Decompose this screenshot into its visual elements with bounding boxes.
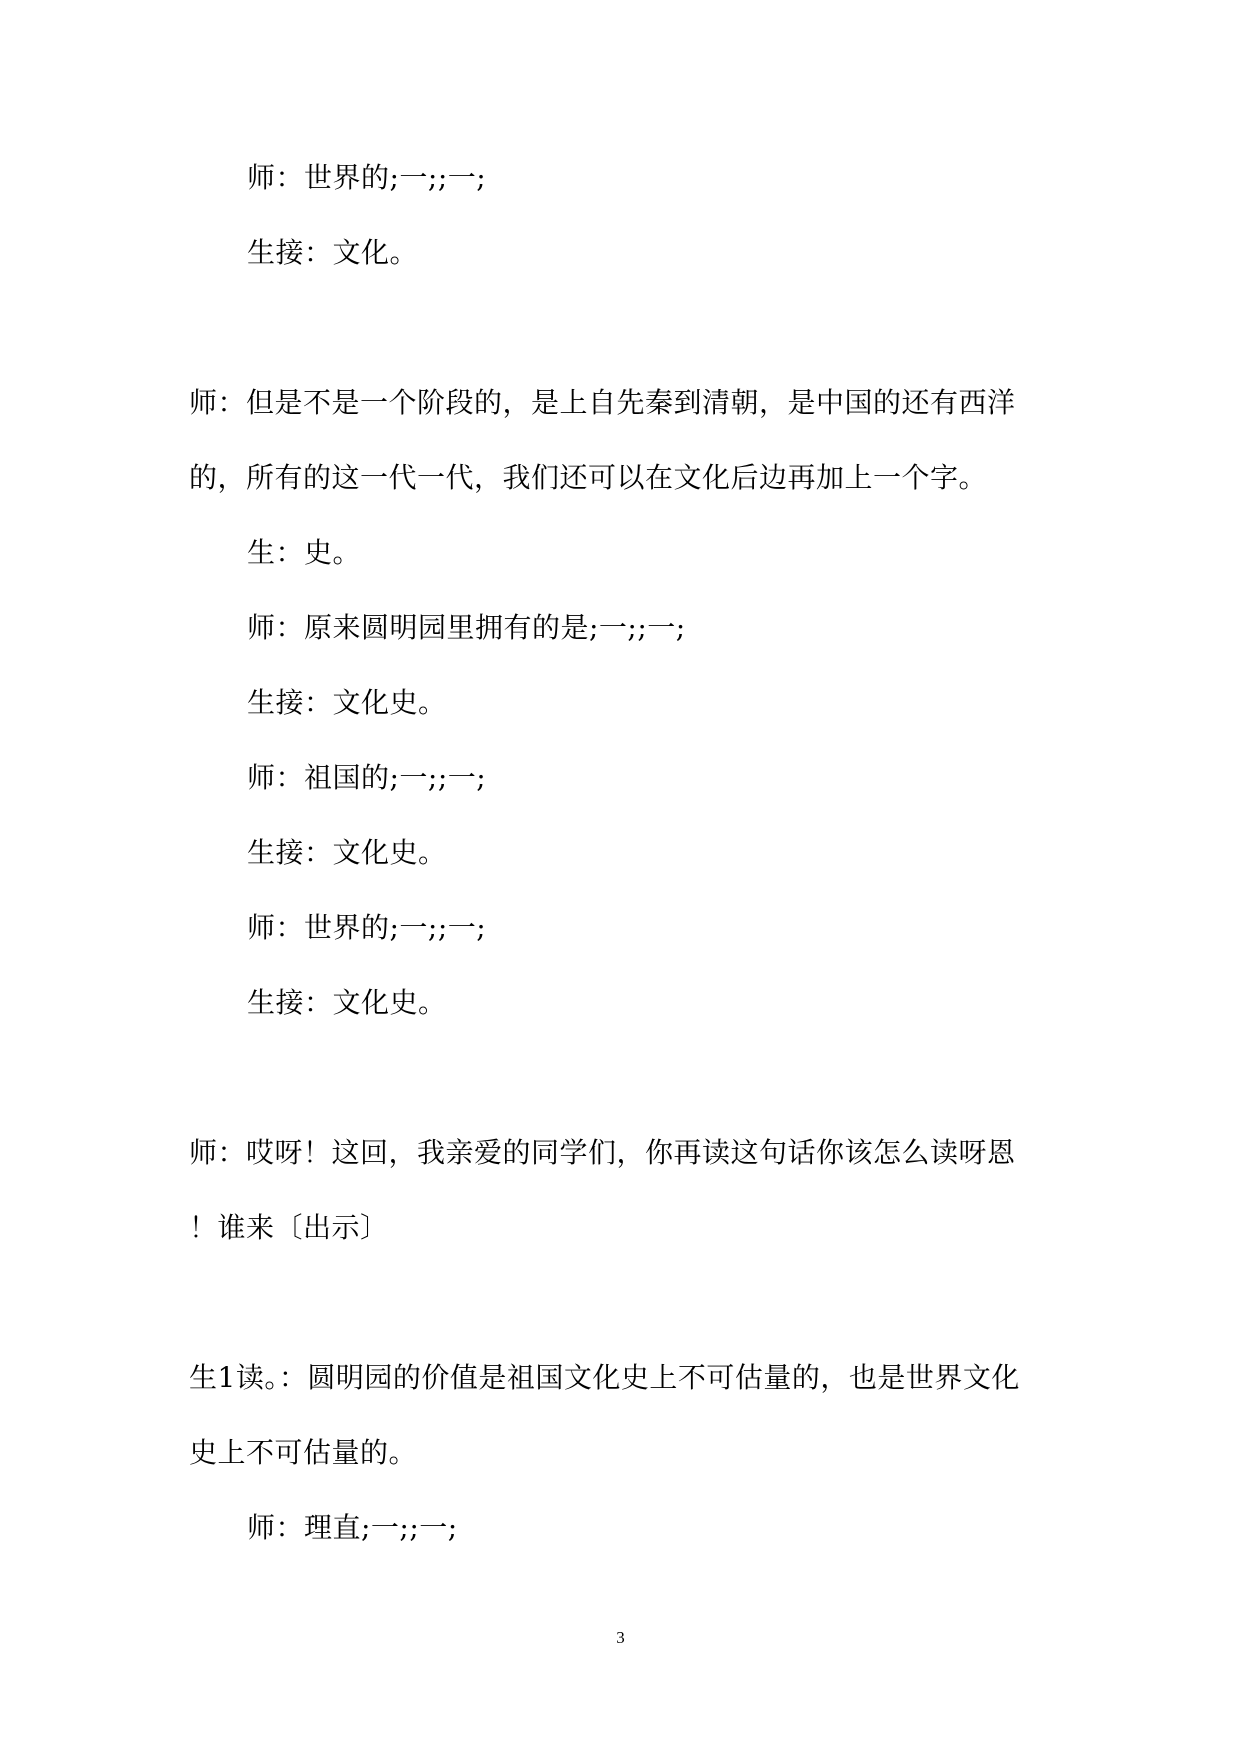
dialogue-line: 师：世界的;一;;一; bbox=[247, 161, 487, 194]
paragraph-line: 师：哎呀！这回，我亲爱的同学们，你再读这句话你该怎么读呀恩 bbox=[189, 1136, 1016, 1169]
paragraph-line: 的，所有的这一代一代，我们还可以在文化后边再加上一个字。 bbox=[189, 461, 988, 494]
dialogue-line: 生接：文化。 bbox=[247, 236, 419, 269]
dialogue-line: 师：祖国的;一;;一; bbox=[247, 761, 487, 794]
paragraph-line: 师：但是不是一个阶段的，是上自先秦到清朝，是中国的还有西洋 bbox=[189, 386, 1016, 419]
paragraph-line: 生1读。：圆明园的价值是祖国文化史上不可估量的，也是世界文化 bbox=[189, 1361, 1020, 1394]
paragraph-line: ！谁来〔出示〕 bbox=[189, 1211, 389, 1244]
dialogue-line: 师：理直;一;;一; bbox=[247, 1511, 458, 1544]
paragraph-line: 史上不可估量的。 bbox=[189, 1436, 418, 1469]
dialogue-line: 生接：文化史。 bbox=[247, 986, 447, 1019]
dialogue-line: 生接：文化史。 bbox=[247, 686, 447, 719]
dialogue-line: 师：原来圆明园里拥有的是;一;;一; bbox=[247, 611, 686, 644]
page-number: 3 bbox=[616, 1628, 625, 1647]
dialogue-line: 生接：文化史。 bbox=[247, 836, 447, 869]
dialogue-line: 师：世界的;一;;一; bbox=[247, 911, 487, 944]
dialogue-line: 生：史。 bbox=[247, 536, 362, 569]
